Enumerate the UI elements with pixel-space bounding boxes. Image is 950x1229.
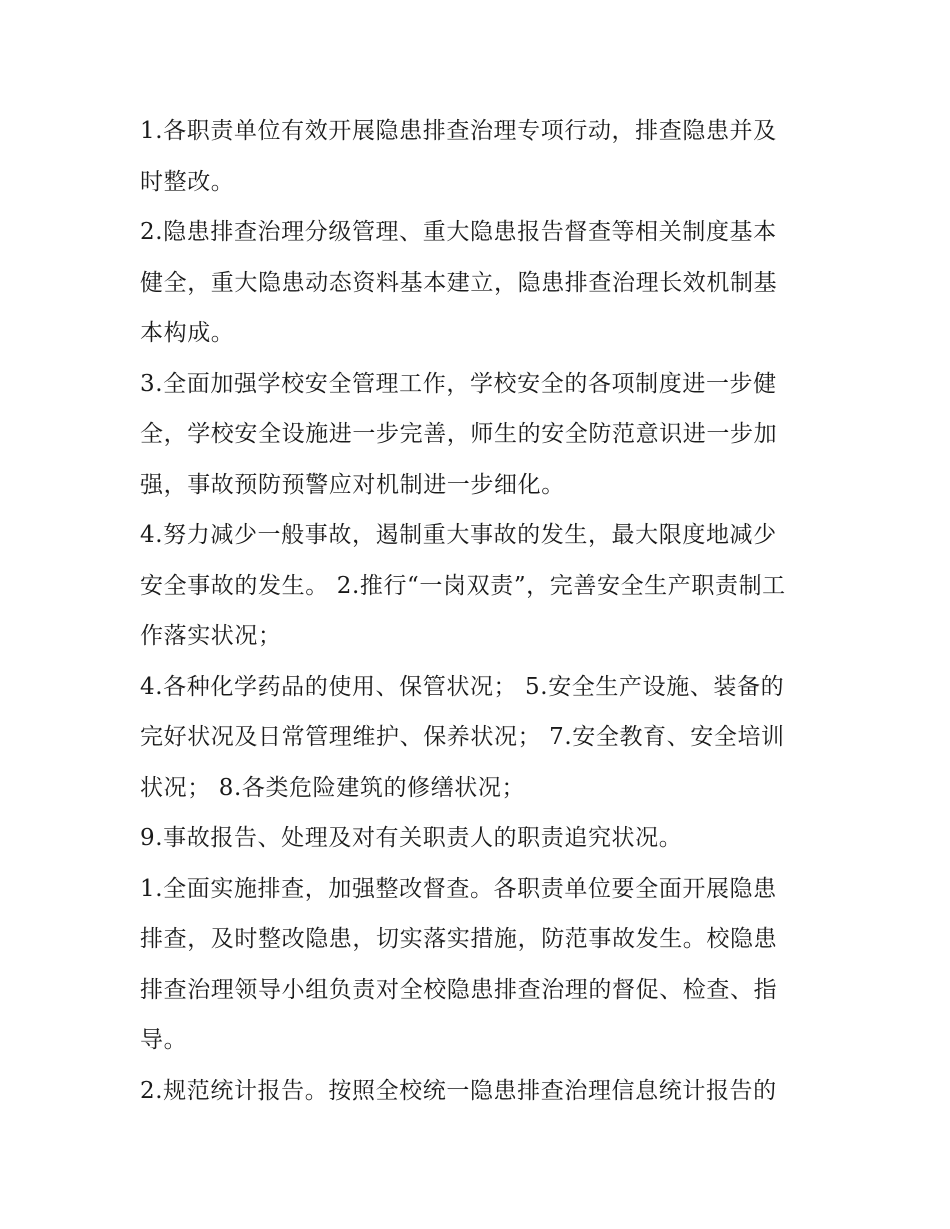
text-line: 导。 <box>140 1027 188 1053</box>
text-line: 1.各职责单位有效开展隐患排查治理专项行动，排查隐患并及 <box>140 118 777 144</box>
text-line: 排查治理领导小组负责对全校隐患排查治理的督促、检查、指 <box>140 976 778 1003</box>
text-line: 3.全面加强学校安全管理工作，学校安全的各项制度进一步健 <box>140 370 777 397</box>
text-line: 时整改。 <box>140 168 235 195</box>
text-line: 2.规范统计报告。按照全校统一隐患排查治理信息统计报告的 <box>140 1077 777 1104</box>
text-line: 2.隐患排查治理分级管理、重大隐患报告督查等相关制度基本 <box>140 219 777 245</box>
paragraph-3 <box>140 359 820 511</box>
paragraph-6 <box>140 813 820 864</box>
paragraph-2 <box>140 207 820 359</box>
text-line: 本构成。 <box>140 320 235 346</box>
paragraph-4 <box>140 510 820 662</box>
paragraph-7 <box>140 864 820 1066</box>
text-line: 4.各种化学药品的使用、保管状况； 5.安全生产设施、装备的 <box>140 673 785 700</box>
text-line: 安全事故的发生。 2.推行“一岗双责”，完善安全生产职责制工 <box>140 572 786 599</box>
text-line: 1.全面实施排查，加强整改督查。各职责单位要全面开展隐患 <box>140 875 777 902</box>
paragraph-8 <box>140 1066 820 1117</box>
text-line: 健全，重大隐患动态资料基本建立，隐患排查治理长效机制基 <box>140 269 778 296</box>
text-line: 完好状况及日常管理维护、保养状况； 7.安全教育、安全培训 <box>140 724 785 750</box>
text-line: 强，事故预防预警应对机制进一步细化。 <box>140 471 565 498</box>
paragraph-5 <box>140 662 820 814</box>
text-line: 排查，及时整改隐患，切实落实措施，防范事故发生。校隐患 <box>140 926 778 952</box>
text-line: 全，学校安全设施进一步完善，师生的安全防范意识进一步加 <box>140 421 778 447</box>
text-line: 4.努力减少一般事故，遏制重大事故的发生，最大限度地减少 <box>140 522 777 548</box>
text-line: 状况； 8.各类危险建筑的修缮状况； <box>140 774 526 801</box>
paragraph-1 <box>140 106 820 207</box>
text-line: 9.事故报告、处理及对有关职责人的职责追究状况。 <box>140 825 683 851</box>
document-body <box>140 106 820 1116</box>
text-line: 作落实状况； <box>140 623 282 649</box>
